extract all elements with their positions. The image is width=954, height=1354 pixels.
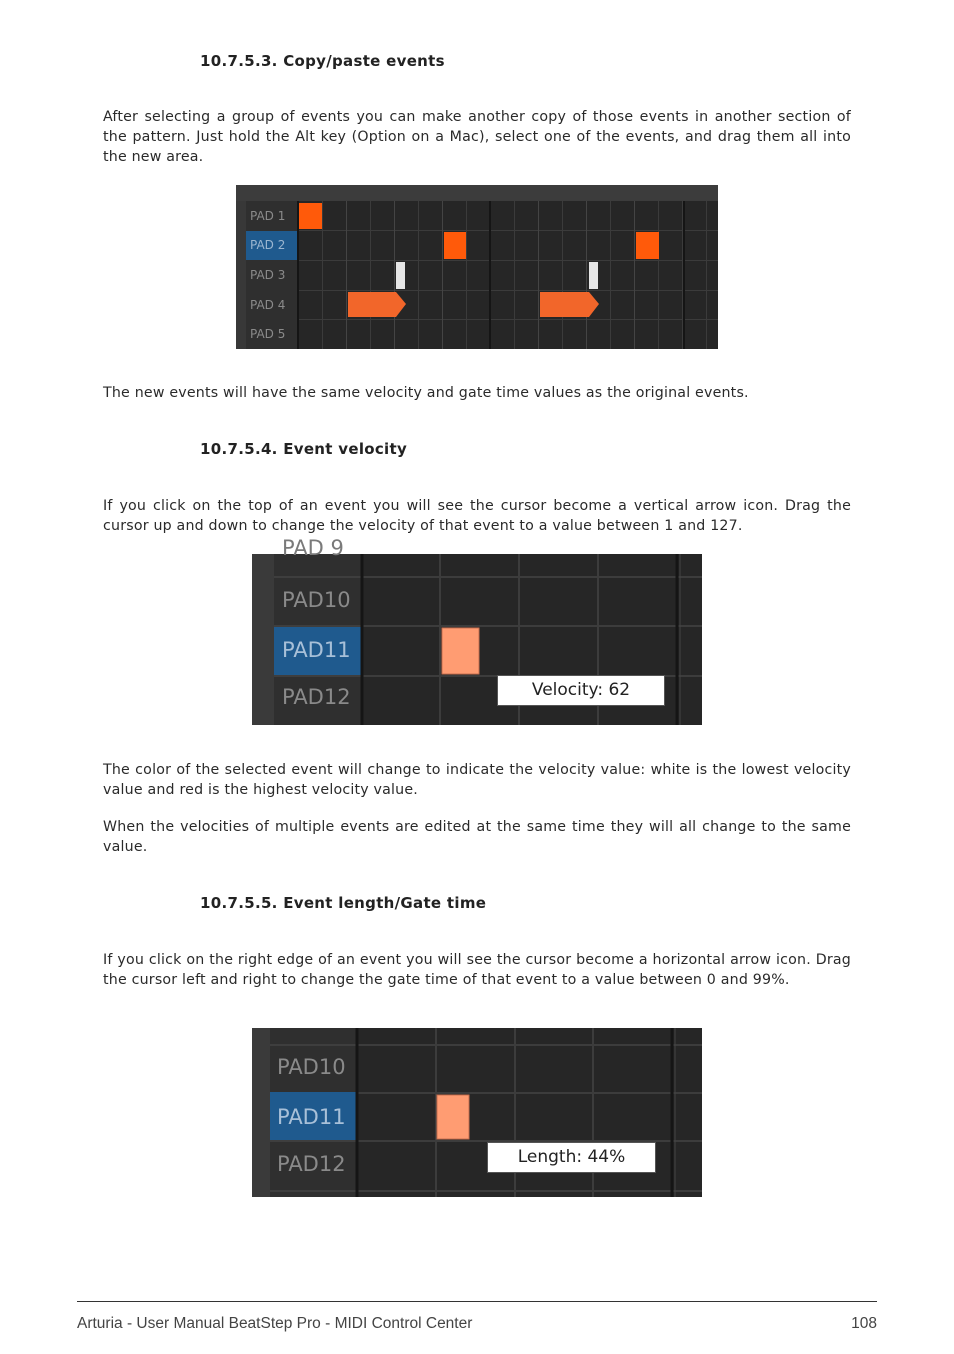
event-block xyxy=(299,203,322,229)
editor-left-rail xyxy=(236,201,246,349)
event-block xyxy=(442,628,479,674)
paragraph-copy-paste-intro: After selecting a group of events you can make another copy of those events in another section of the pattern. Just hold the Alt key (Option on a Mac), select one of the events, and drag them all into the new area. xyxy=(103,109,851,165)
pad-label[interactable]: PAD12 xyxy=(277,1152,346,1176)
footer-divider xyxy=(77,1301,877,1302)
row-divider xyxy=(274,576,361,578)
event-block xyxy=(636,232,659,259)
pad-label-partial[interactable]: PAD 9 xyxy=(282,536,344,560)
editor-left-rail xyxy=(252,554,274,725)
event-block xyxy=(444,232,466,259)
event-block xyxy=(348,292,406,317)
event-block xyxy=(589,262,598,289)
page-number: 108 xyxy=(851,1315,877,1332)
footer-title: Arturia - User Manual BeatStep Pro - MIDI Control Center xyxy=(77,1315,473,1332)
pattern-editor-screenshot-copy xyxy=(236,185,718,349)
pad-label[interactable]: PAD10 xyxy=(282,588,351,612)
pad-label[interactable]: PAD 5 xyxy=(250,327,286,341)
paragraph-copy-paste-result: The new events will have the same velocity and gate time values as the original events. xyxy=(103,385,749,401)
paragraph-velocity-color: The color of the selected event will change to indicate the velocity value: white is the lowest velocity value and red is the highest velocity value. xyxy=(103,762,851,798)
row-divider xyxy=(274,625,361,627)
pattern-editor-screenshot-length xyxy=(252,1028,702,1197)
event-block xyxy=(540,292,599,317)
pad-label[interactable]: PAD 4 xyxy=(250,298,286,312)
paragraph-velocity-multiple: When the velocities of multiple events are edited at the same time they will all change to the same value. xyxy=(103,819,851,855)
event-block xyxy=(396,262,405,289)
section-heading-gate-time: 10.7.5.5. Event length/Gate time xyxy=(200,894,487,912)
velocity-tooltip: Velocity: 62 xyxy=(497,675,665,706)
pad-label-selected[interactable]: PAD11 xyxy=(277,1105,346,1129)
paragraph-gate-time-intro: If you click on the right edge of an event you will see the cursor become a horizontal arrow icon. Drag the cursor left and right to change the gate time of that event to a value between 0 and 99%. xyxy=(103,952,851,988)
event-block xyxy=(437,1095,469,1139)
step-grid[interactable] xyxy=(298,201,718,349)
pad-label[interactable]: PAD 1 xyxy=(250,209,286,223)
editor-left-rail xyxy=(252,1028,270,1197)
pad-label[interactable]: PAD 3 xyxy=(250,268,286,282)
section-heading-copy-paste: 10.7.5.3. Copy/paste events xyxy=(200,52,445,70)
editor-header-bar xyxy=(236,185,718,201)
pad-label-selected[interactable]: PAD11 xyxy=(282,638,351,662)
pad-label[interactable]: PAD12 xyxy=(282,685,351,709)
section-heading-velocity: 10.7.5.4. Event velocity xyxy=(200,440,408,458)
row-divider xyxy=(270,1140,356,1142)
row-divider xyxy=(270,1190,356,1192)
pad-label[interactable]: PAD10 xyxy=(277,1055,346,1079)
paragraph-velocity-intro: If you click on the top of an event you will see the cursor become a vertical arrow icon. Drag the cursor up and down to change the velocity of that event to a value between 1 and 127. xyxy=(103,498,851,534)
row-divider xyxy=(270,1044,356,1046)
pattern-editor-screenshot-velocity xyxy=(252,536,702,725)
pad-label-selected[interactable]: PAD 2 xyxy=(250,238,286,252)
length-tooltip: Length: 44% xyxy=(487,1142,656,1173)
row-divider xyxy=(274,675,361,677)
